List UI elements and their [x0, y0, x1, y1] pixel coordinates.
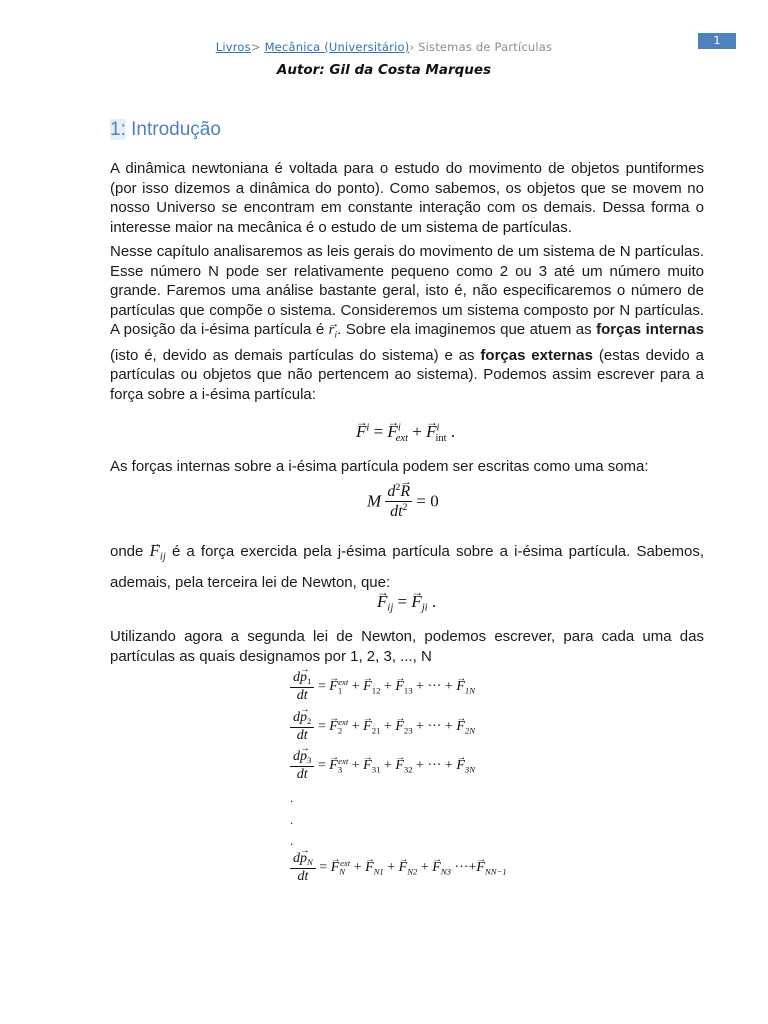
- vertical-ellipsis-dot: .: [290, 813, 294, 827]
- paragraph-3: As forças internas sobre a i-ésima partícula podem ser escritas como uma soma:: [110, 458, 649, 475]
- paragraph-2-text-d: (estas devido a partículas ou objetos que não pertencem ao sistema). Podemos assim escrever para a força sobre a i-ésima partícula:: [110, 346, 704, 403]
- section-number: 1:: [110, 119, 126, 140]
- equation-total-force: → $F^i$ = → $F^i_{ext}$ + → $F^i_{int}$ .: [356, 422, 455, 444]
- bold-internal-forces: forças internas: [596, 321, 704, 338]
- author-line: Autor: Gil da Costa Marques: [276, 62, 492, 78]
- breadcrumb-separator: >: [250, 40, 261, 54]
- equation-particle-2: $\frac{d\to p_2}{dt}$ = → $F_2^{ext}$ + → $F_{21}$ + → $F_{23}$ + ··· + → $F_{2N}$: [290, 710, 475, 744]
- paragraph-4-text-b: é a força exercida pela j-ésima partícula sobre a i-ésima partícula. Sabemos, ademais, pela terceira lei de Newton, que:: [110, 543, 704, 591]
- equation-center-of-mass: M $\frac{d^2\to R}{dt^2}$ = 0: [367, 482, 439, 521]
- breadcrumb: [0, 40, 768, 54]
- paragraph-5: Utilizando agora a segunda lei de Newton, podemos escrever, para cada uma das partículas as quais designamos por 1, 2, 3, ..., N: [110, 628, 704, 665]
- breadcrumb-link-livros[interactable]: Livros: [215, 40, 251, 54]
- paragraph-2: [110, 242, 704, 404]
- paragraph-4-text-a: onde: [110, 543, 144, 560]
- force-vector-fij: → $F_{ij}$: [150, 541, 166, 560]
- breadcrumb-current: Sistemas de Partículas: [418, 40, 553, 54]
- section-title: Introdução: [131, 119, 221, 140]
- paragraph-2-text-b: . Sobre ela imaginemos que atuem as: [337, 321, 592, 338]
- page-number: 1: [698, 33, 736, 49]
- vertical-ellipsis-dot: .: [290, 791, 294, 805]
- breadcrumb-link-mecanica[interactable]: Mecânica (Universitário): [264, 40, 410, 54]
- vertical-ellipsis-dot: .: [290, 834, 294, 848]
- paragraph-2-text-a: Nesse capítulo analisaremos as leis gerais do movimento de um sistema de N partículas. Esse número N pode ser relativamente pequeno como 2 ou 3 até um número muito grande. Faremos uma análise bastante geral, isto é, não especificaremos o número de partículas que compõe o sistema. Consideremos um sistema composto por N partículas. A posição da i-ésima partícula é: [110, 243, 704, 338]
- paragraph-4: [110, 538, 704, 595]
- section-heading: [110, 119, 221, 141]
- equation-particle-3: $\frac{d\to p_3}{dt}$ = → $F_3^{ext}$ + → $F_{31}$ + → $F_{32}$ + ··· + → $F_{3N}$: [290, 749, 475, 783]
- bold-external-forces: forças externas: [480, 346, 593, 364]
- paragraph-2-text-c: (isto é, devido as demais partículas do sistema) e as: [110, 346, 475, 364]
- breadcrumb-separator: ›: [409, 40, 415, 54]
- equation-third-law: → $F_{ij}$ = → $F_{ji}$ .: [377, 592, 436, 614]
- position-vector-ri: → $r_i$: [329, 322, 337, 338]
- equation-particle-1: $\frac{d\to p_1}{dt}$ = → $F_1^{ext}$ + → $F_{12}$ + → $F_{13}$ + ··· + → $F_{1N}$: [290, 670, 475, 704]
- equation-particle-n: $\frac{d\to p_N}{dt}$ = → $F_N^{ext}$ + → $F_{N1}$ + → $F_{N2}$ + → $F_{N3}$ ···+→ $F_{NN-1}$: [290, 851, 507, 885]
- paragraph-1: A dinâmica newtoniana é voltada para o estudo do movimento de objetos puntiformes (por isso dizemos a dinâmica do ponto). Como sabemos, os objetos que se movem no nosso Universo se encontram em constante interação com os demais. Dessa forma o interesse maior na mecânica é o estudo de um sistema de partículas.: [110, 160, 704, 236]
